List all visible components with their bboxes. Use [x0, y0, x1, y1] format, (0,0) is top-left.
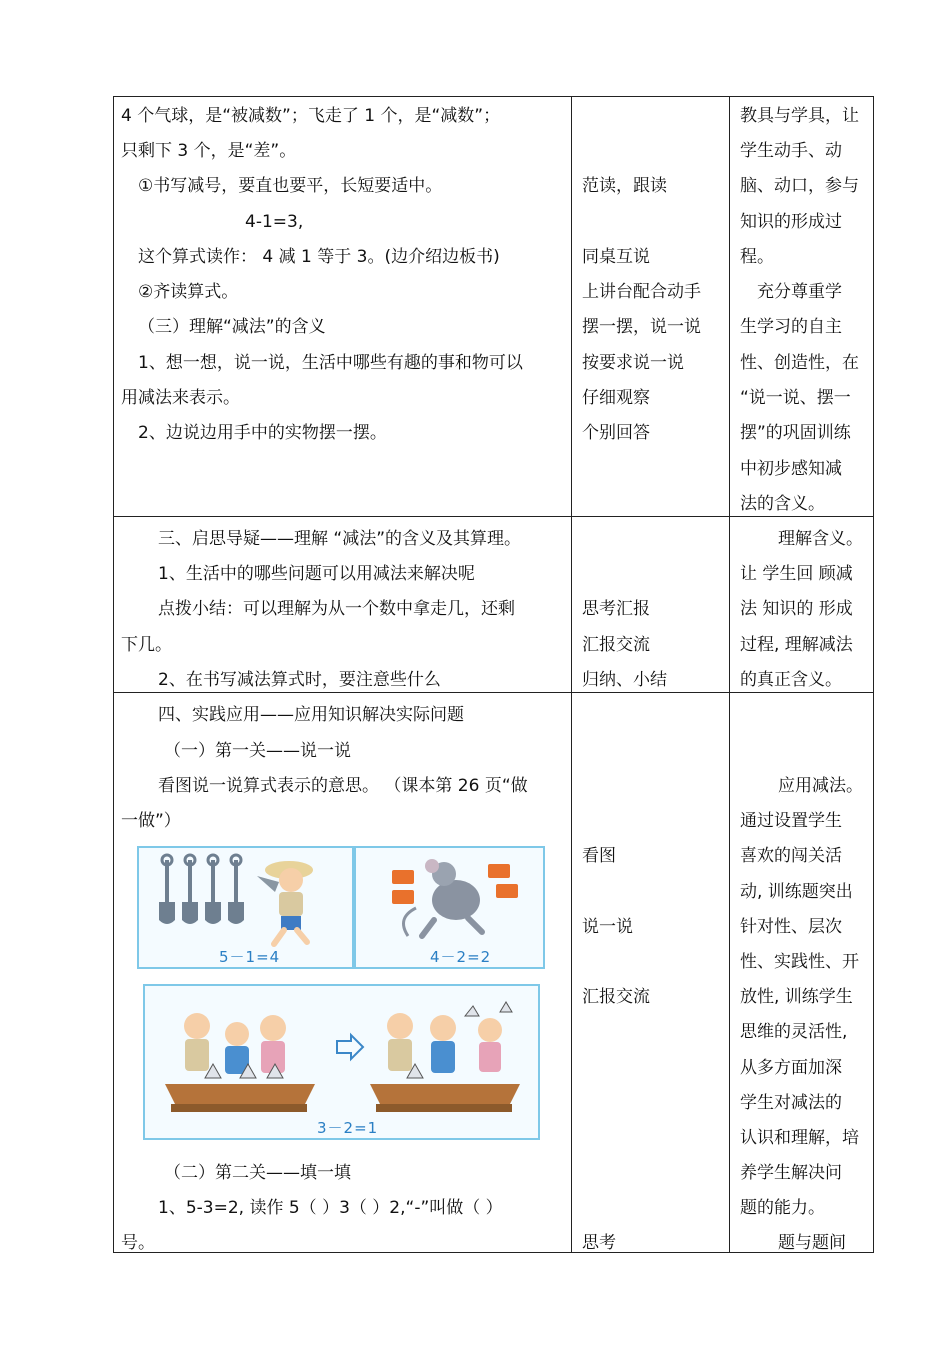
figure-mouse [354, 846, 545, 969]
activity-text: 仔细观察 [582, 388, 650, 408]
purpose-text: 让 学生回 顾减 [740, 564, 853, 584]
purpose-text: 针对性、层次 [740, 917, 842, 937]
subsection-heading: （一）第一关——说一说 [164, 741, 351, 761]
activity-text: 个别回答 [582, 423, 650, 443]
activity-text: 按要求说一说 [582, 353, 684, 373]
subsection-heading: （二）第二关——填一填 [164, 1163, 351, 1183]
purpose-text: “说一说、摆一 [740, 388, 851, 408]
figure-shovels [137, 846, 354, 969]
section-heading: （三）理解“减法”的含义 [138, 317, 326, 337]
activity-text: 同桌互说 [582, 247, 650, 267]
purpose-text: 生学习的自主 [740, 317, 842, 337]
row2-left-line: 2、在书写减法算式时，要注意些什么 [158, 670, 441, 690]
purpose-text: 脑、动口，参与 [740, 176, 859, 196]
activity-text: 思考 [582, 1233, 616, 1253]
row2-left-line: 1、生活中的哪些问题可以用减法来解决呢 [158, 564, 475, 584]
equation-caption: 4－2=2 [430, 948, 492, 966]
equation-caption: 5－1=4 [219, 948, 281, 966]
activity-text: 汇报交流 [582, 635, 650, 655]
row-divider-1 [113, 516, 874, 517]
purpose-text: 应用减法。 [778, 776, 863, 796]
activity-text: 归纳、小结 [582, 670, 667, 690]
row3-left-line: 一做”） [121, 811, 181, 831]
row1-left-line: ①书写减号，要直也要平，长短要适中。 [138, 176, 443, 196]
purpose-text: 知识的形成过 [740, 212, 842, 232]
activity-text: 说一说 [582, 917, 633, 937]
formula-line: 4-1=3, [245, 212, 304, 232]
children-origami-illustration [145, 986, 538, 1138]
activity-text: 摆一摆，说一说 [582, 317, 701, 337]
section-heading: 四、实践应用——应用知识解决实际问题 [158, 705, 464, 725]
purpose-text: 学生对减法的 [740, 1093, 842, 1113]
section-heading: 三、启思导疑——理解 “减法”的含义及其算理。 [158, 529, 522, 549]
purpose-text: 程。 [740, 247, 774, 267]
purpose-text: 法 知识的 形成 [740, 599, 853, 619]
figure-children [143, 984, 540, 1140]
row1-left-line: 1、想一想，说一说，生活中哪些有趣的事和物可以 [138, 353, 523, 373]
purpose-text: 从多方面加深 [740, 1058, 842, 1078]
column-divider-1 [571, 96, 572, 1253]
purpose-text: 性、实践性、开 [740, 952, 859, 972]
row2-left-line: 下几。 [121, 635, 172, 655]
row-divider-2 [113, 692, 874, 693]
fill-blank-question-end: 号。 [121, 1233, 155, 1253]
row3-left-line: 看图说一说算式表示的意思。 （课本第 26 页“做 [158, 776, 528, 796]
purpose-text: 教具与学具，让 [740, 106, 859, 126]
purpose-text: 认识和理解，培 [740, 1128, 859, 1148]
row1-left-line: 用减法来表示。 [121, 388, 240, 408]
purpose-text: 充分尊重学 [757, 282, 842, 302]
purpose-text: 通过设置学生 [740, 811, 842, 831]
purpose-text: 法的含义。 [740, 494, 825, 514]
fill-blank-question: 1、5-3=2, 读作 5（ ）3（ ）2,“-”叫做（ ） [158, 1198, 503, 1218]
purpose-text: 理解含义。 [778, 529, 863, 549]
row2-left-line: 点拨小结：可以理解为从一个数中拿走几，还剩 [158, 599, 515, 619]
purpose-text: 过程, 理解减法 [740, 635, 853, 655]
activity-text: 上讲台配合动手 [582, 282, 701, 302]
purpose-text: 摆”的巩固训练 [740, 423, 851, 443]
purpose-text: 放性, 训练学生 [740, 987, 853, 1007]
column-divider-2 [729, 96, 730, 1253]
purpose-text: 养学生解决问 [740, 1163, 842, 1183]
activity-text: 范读，跟读 [582, 176, 667, 196]
equation-caption: 3－2=1 [317, 1119, 379, 1137]
purpose-text: 题的能力。 [740, 1198, 825, 1218]
purpose-text: 喜欢的闯关活 [740, 846, 842, 866]
row1-left-line: 只剩下 3 个，是“差”。 [121, 141, 297, 161]
activity-text: 思考汇报 [582, 599, 650, 619]
purpose-text: 性、创造性，在 [740, 353, 859, 373]
activity-text: 看图 [582, 846, 616, 866]
purpose-text: 的真正含义。 [740, 670, 842, 690]
purpose-text: 题与题间 [778, 1233, 846, 1253]
purpose-text: 思维的灵活性, [740, 1022, 848, 1042]
row1-left-line: 4 个气球，是“被减数”；飞走了 1 个，是“减数”； [121, 106, 501, 126]
row1-left-line: ②齐读算式。 [138, 282, 239, 302]
row1-left-line: 这个算式读作： 4 减 1 等于 3。(边介绍边板书) [138, 247, 500, 267]
row1-left-line: 2、边说边用手中的实物摆一摆。 [138, 423, 387, 443]
purpose-text: 中初步感知减 [740, 459, 842, 479]
activity-text: 汇报交流 [582, 987, 650, 1007]
purpose-text: 动, 训练题突出 [740, 882, 853, 902]
purpose-text: 学生动手、动 [740, 141, 842, 161]
